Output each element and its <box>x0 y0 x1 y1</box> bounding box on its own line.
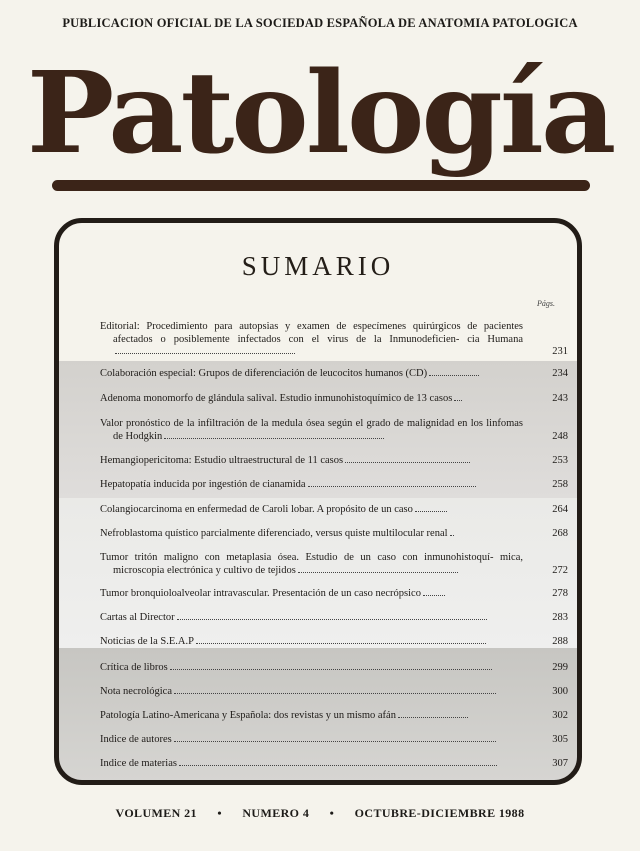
contents-title: SUMARIO <box>241 251 395 281</box>
issue-footer <box>0 806 640 821</box>
entry-title: Colaboración especial: Grupos de diferenciación de leucocitos humanos (CD) <box>100 368 428 379</box>
entry-page: 305 <box>552 734 568 745</box>
contents-entry <box>100 636 568 649</box>
contents-entry <box>100 662 568 675</box>
contents-entry <box>100 504 568 517</box>
entry-title: Crítica de libros <box>100 662 168 673</box>
contents-entry <box>100 612 568 625</box>
journal-logo: Patología <box>26 48 614 179</box>
entry-title: Noticias de la S.E.A.P <box>100 636 194 647</box>
issue-period: OCTUBRE-DICIEMBRE 1988 <box>354 806 525 820</box>
entry-title: Colangiocarcinoma en enfermedad de Caroli lobar. A propósito de un caso <box>100 504 413 515</box>
entry-title: Indice de autores <box>100 734 172 745</box>
entry-title: Tumor bronquioloalveolar intravascular. Presentación de un caso necrópsico <box>100 588 421 599</box>
entry-page: 283 <box>552 612 568 623</box>
contents-entry <box>100 710 568 723</box>
entry-title: Cartas al Director <box>100 612 175 623</box>
contents-entry <box>100 758 568 771</box>
contents-entry <box>100 368 568 381</box>
entry-title: Valor pronóstico de la infiltración de la medula ósea según el grado de malignidad en los linfomas de Hodgkin <box>100 418 523 442</box>
entry-page: 268 <box>552 528 568 539</box>
publisher-line: PUBLICACION OFICIAL DE LA SOCIEDAD ESPAÑOLA DE ANATOMIA PATOLOGICA <box>62 16 578 30</box>
entry-page: 272 <box>552 564 568 576</box>
entry-page: 288 <box>552 636 568 647</box>
entry-title: Editorial: Procedimiento para autopsias y examen de especímenes quirúrgicos de pacientes afectados o posiblemente infectados con el virus de la Inmunodeficien- cia Humana <box>100 321 523 345</box>
entry-title: Hepatopatía inducida por ingestión de cianamida <box>100 479 306 490</box>
contents-entry <box>100 686 568 699</box>
entry-page: 278 <box>552 588 568 599</box>
entry-title: Adenoma monomorfo de glándula salival. Estudio inmunohistoquímico de 13 casos <box>100 393 453 404</box>
entry-page: 258 <box>552 479 568 490</box>
contents-entry <box>100 393 568 406</box>
entry-page: 302 <box>552 710 568 721</box>
entry-title: Indice de materias <box>100 758 177 769</box>
pages-column-label: Págs. <box>537 299 555 308</box>
entry-title: Nota necrológica <box>100 686 173 697</box>
issue-number: NUMERO 4 <box>242 806 310 820</box>
entry-page: 231 <box>552 346 568 357</box>
contents-entry <box>100 321 568 359</box>
bullet-separator: • <box>217 806 222 820</box>
contents-entry <box>100 455 568 468</box>
entry-page: 253 <box>552 455 568 466</box>
entry-page: 299 <box>552 662 568 673</box>
entry-page: 234 <box>552 368 568 379</box>
entry-page: 307 <box>552 758 568 769</box>
entry-page: 248 <box>552 430 568 442</box>
volume-label: VOLUMEN 21 <box>115 806 197 820</box>
entry-page: 300 <box>552 686 568 697</box>
entry-title: Tumor tritón maligno con metaplasia ósea. Estudio de un caso con inmunohistoquí- mica, microscopia electrónica y cultivo de tejidos <box>100 552 523 576</box>
contents-entry <box>100 552 568 577</box>
contents-entry <box>100 734 568 747</box>
entry-title: Hemangiopericitoma: Estudio ultraestructural de 11 casos <box>100 455 344 466</box>
bullet-separator: • <box>329 806 335 820</box>
entry-page: 243 <box>552 393 568 404</box>
contents-panel <box>54 218 582 785</box>
contents-entry <box>100 479 568 492</box>
entry-title: Nefroblastoma quístico parcialmente diferenciado, versus quiste multilocular renal <box>100 528 448 539</box>
entry-page: 264 <box>552 504 568 515</box>
logo-underline-bar <box>52 180 590 191</box>
contents-entry <box>100 528 568 541</box>
contents-entry <box>100 418 568 443</box>
contents-entry <box>100 588 568 601</box>
entry-title: Patología Latino-Americana y Española: dos revistas y un mismo afán <box>100 710 396 721</box>
